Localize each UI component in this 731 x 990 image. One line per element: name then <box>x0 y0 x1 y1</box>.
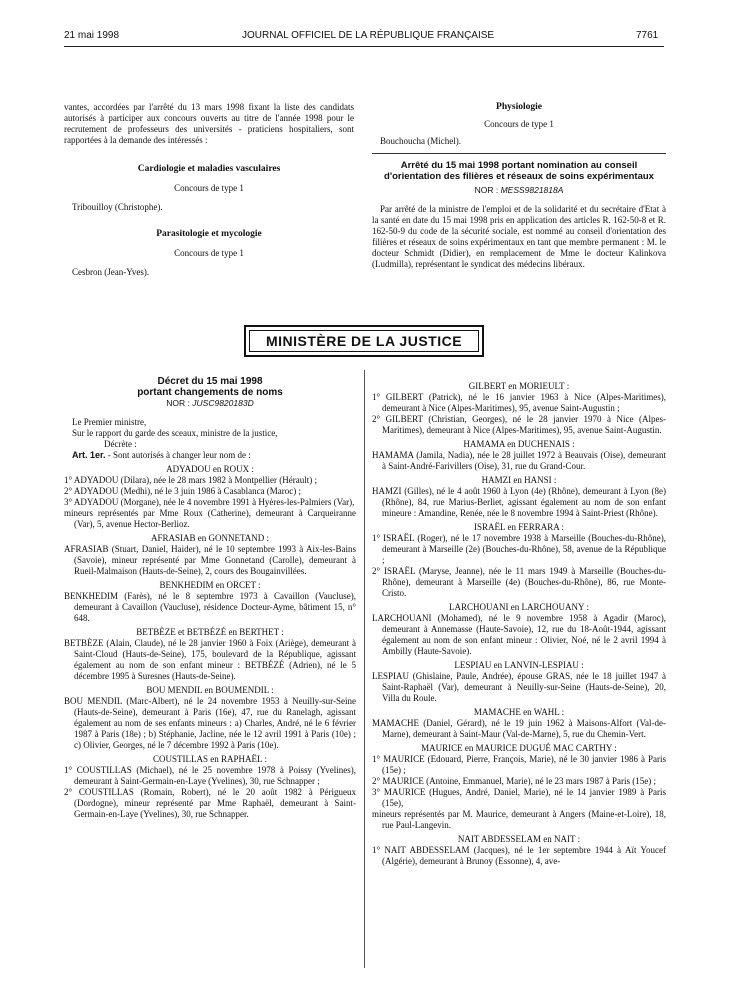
header-date: 21 mai 1998 <box>64 30 120 41</box>
section-heading: Physiologie <box>496 102 542 112</box>
name-change-entry: LARCHOUANI (Mohamed), né le 9 novembre 1958 à Agadir (Maroc), demeurant à Annemasse (Haute-Savoie), 12, rue du 18-Août-1944, agissant également au nom de son enfant mineur : Olivier, Noé, né le 2 avril 1994 à Ambilly (Haute-Savoie). <box>372 613 666 656</box>
section-heading: Parasitologie et mycologie <box>156 229 262 239</box>
name-change-entry: AFRASIAB (Stuart, Daniel, Haider), né le 10 septembre 1993 à Aix-les-Bains (Savoie), mineur représenté par Mme Gonnetand (Carolle), demeurant à Rueil-Malmaison (Hauts-de-Seine), 2, cours des Bougainvillées. <box>64 544 356 576</box>
name-change-heading: HAMAMA en DUCHENAIS : <box>463 439 575 449</box>
concours-label: Concours de type 1 <box>484 119 554 129</box>
concours-label: Concours de type 1 <box>174 183 244 193</box>
column-divider <box>364 370 365 968</box>
name-change-heading: MAMACHE en WAHL : <box>473 707 565 717</box>
name-change-entry: 1° MAURICE (Edouard, Pierre, François, Marie), né le 30 janvier 1986 à Paris (15e) ; <box>372 754 666 775</box>
name-change-entry: 1° ISRAËL (Roger), né le 17 novembre 1938 à Marseille (Bouches-du-Rhône), demeurant à Marseille (2e) (Bouches-du-Rhône), 58, avenue de la République ; <box>372 533 666 565</box>
decree-right-column <box>372 378 666 867</box>
name-change-entry: 3° MAURICE (Hugues, André, Daniel, Marie), né le 14 janvier 1989 à Paris (15e), <box>372 787 666 808</box>
decree-intro: Sur le rapport du garde des sceaux, ministre de la justice, <box>72 428 278 438</box>
name-change-heading: COUSTILLAS en RAPHAËL : <box>153 754 267 764</box>
name-change-entry: 2° COUSTILLAS (Romain, Robert), né le 20 août 1982 à Périgueux (Dordogne), mineur représenté par Mme Raphaël, demeurant à Saint-Germain-en-Laye (Yvelines), 30, rue Schnapper. <box>64 787 356 819</box>
name-change-list <box>64 464 356 820</box>
appointee-name: Bouchoucha (Michel). <box>380 136 461 146</box>
appointee-name: Tribouilloy (Christophe). <box>72 202 163 212</box>
name-change-entry: 2° ADYADOU (Medhi), né le 3 juin 1986 à Casablanca (Maroc) ; <box>64 486 302 496</box>
name-change-heading: NAIT ABDESSELAM en NAIT : <box>457 834 581 844</box>
name-change-heading: BOU MENDIL en BOUMENDIL : <box>146 685 274 695</box>
name-change-heading: ISRAËL en FERRARA : <box>474 522 564 532</box>
name-change-heading: HAMZI en HANSI : <box>481 475 557 485</box>
name-change-entry: 2° GILBERT (Christian, Georges), né le 28 janvier 1970 à Nice (Alpes-Maritimes), demeurant à Nice (Alpes-Maritimes), 95, avenue Saint-Augustin. <box>372 414 666 435</box>
decree-subtitle: portant changements de noms <box>137 387 283 398</box>
name-change-heading: GILBERT en MORIEULT : <box>468 381 570 391</box>
name-change-entry: BENKHEDIM (Farès), né le 8 septembre 1973 à Cavaillon (Vaucluse), demeurant à Cavaillon (Vaucluse), résidence Docteur-Ayme, bâtiment 15, n° 648. <box>64 591 356 623</box>
name-change-entry: 1° GILBERT (Patrick), né le 16 janvier 1963 à Nice (Alpes-Maritimes), demeurant à Nice (Alpes-Maritimes), 95, avenue Saint-Augustin ; <box>372 392 666 413</box>
name-change-heading: LESPIAU en LANVIN-LESPIAU : <box>454 660 584 670</box>
name-change-heading: MAURICE en MAURICE DUGUÉ MAC CARTHY : <box>421 743 617 753</box>
header-rule <box>64 46 664 47</box>
name-change-heading: BENKHEDIM en ORCET : <box>159 580 261 590</box>
name-change-heading: LARCHOUANI en LARCHOUANY : <box>449 602 589 612</box>
name-change-entry: mineurs représentés par M. Maurice, demeurant à Angers (Maine-et-Loire), 18, rue Paul-Langevin. <box>372 809 666 830</box>
top-left-column <box>64 102 354 278</box>
decree-title: Décret du 15 mai 1998 <box>157 376 263 387</box>
name-change-list <box>372 381 666 867</box>
section-heading: Cardiologie et maladies vasculaires <box>137 164 281 174</box>
arrete-body: Par arrêté de la ministre de l'emploi et de la solidarité et du secrétaire d'Etat à la santé en date du 15 mai 1998 pris en application des articles R. 162-50-8 et R. 162-50-9 du code de la sécurité sociale, est nommé au conseil d'orientation des filières et réseaux de soins expérimentaux en tant que membre permanent : M. le docteur Schmidt (Didier), en remplacement de Mme le docteur Kalinkova (Ludmilla), représentant le syndicat des médecins libéraux. <box>372 204 666 269</box>
top-right-column <box>372 102 666 270</box>
concours-label: Concours de type 1 <box>174 248 244 258</box>
decree-left-column <box>64 376 356 820</box>
decree-intro: Le Premier ministre, <box>72 417 147 427</box>
name-change-entry: BOU MENDIL (Marc-Albert), né le 24 novembre 1953 à Neuilly-sur-Seine (Hauts-de-Seine), demeurant à Paris (16e), 47, rue du Ranelagh, agissant également au nom de ses enfants mineurs : a) Charles, André, né le 6 février 1987 à Paris (18e) ; b) Stéphanie, Jacline, née le 12 avril 1991 à Paris (10e) ; c) Olivier, Georges, né le 7 décembre 1992 à Paris (10e). <box>64 696 356 750</box>
name-change-heading: ADYADOU en ROUX : <box>166 464 254 474</box>
name-change-entry: BETBÈZE (Alain, Claude), né le 28 janvier 1960 à Foix (Ariège), demeurant à Saint-Cloud (Hauts-de-Seine), 175, boulevard de la République, agissant également au nom de son enfant mineur : BETBÉZÉ (Adrien), né le 5 décembre 1995 à Suresnes (Hauts-de-Seine). <box>64 638 356 681</box>
name-change-entry: mineurs représentés par Mme Roux (Catherine), demeurant à Carqueiranne (Var), 5, avenue Hector-Berlioz. <box>64 508 356 529</box>
name-change-entry: MAMACHE (Daniel, Gérard), né le 19 juin 1962 à Maisons-Alfort (Val-de-Marne), demeurant à Saint-Maur (Val-de-Marne), 5, rue du Chemin-Vert. <box>372 718 666 739</box>
page-number: 7761 <box>636 30 659 41</box>
arrete-title: Arrêté du 15 mai 1998 portant nomination au conseil d'orientation des filières et réseaux de soins expérimentaux <box>384 160 654 182</box>
name-change-heading: AFRASIAB en GONNETAND : <box>150 533 270 543</box>
article-one: Art. 1er. - Sont autorisés à changer leur nom de : <box>72 450 251 460</box>
nor-reference: NOR : JUSC9820183D <box>166 398 254 408</box>
name-change-entry: 2° MAURICE (Antoine, Emmanuel, Marie), né le 23 mars 1987 à Paris (15e) ; <box>372 776 657 786</box>
name-change-entry: LESPIAU (Ghislaine, Paule, Andrée), épouse GRAS, née le 18 juillet 1947 à Saint-Raphaël (Var), demeurant à Neuilly-sur-Seine (Hauts-de-Seine), 20, Villa du Roule. <box>372 671 666 703</box>
header-title: JOURNAL OFFICIEL DE LA RÉPUBLIQUE FRANÇAISE <box>242 30 495 41</box>
appointee-name: Cesbron (Jean-Yves). <box>72 267 150 277</box>
name-change-entry: 1° ADYADOU (Dilara), née le 28 mars 1982 à Montpellier (Hérault) ; <box>64 475 318 485</box>
decree-decrete: Décrète : <box>104 439 137 449</box>
name-change-entry: 1° COUSTILLAS (Michael), né le 25 novembre 1978 à Poissy (Yvelines), demeurant à Saint-Germain-en-Laye (Yvelines), 30, rue Schnapper ; <box>64 765 356 786</box>
nor-reference: NOR : MESS9821818A <box>474 185 564 195</box>
name-change-entry: 3° ADYADOU (Morgane), née le 4 novembre 1991 à Hyères-les-Palmiers (Var), <box>64 497 355 507</box>
name-change-entry: HAMAMA (Jamila, Nadia), née le 28 juillet 1972 à Beauvais (Oise), demeurant à Saint-André-Farivillers (Oise), 31, rue du Grand-Cour. <box>372 450 666 471</box>
name-change-entry: HAMZI (Gilles), né le 4 août 1960 à Lyon (4e) (Rhône), demeurant à Lyon (8e) (Rhône), 84, rue Marius-Berliet, agissant également au nom de son enfant mineure : Amandine, Renée, née le 8 novembre 1994 à Saint-Priest (Rhône). <box>372 486 666 518</box>
ministry-heading: MINISTÈRE DE LA JUSTICE <box>244 325 484 357</box>
name-change-entry: 2° ISRAËL (Maryse, Jeanne), née le 11 mars 1949 à Marseille (Bouches-du-Rhône), demeurant à Marseille (4e) (Bouches-du-Rhône), 86, rue Monte-Cristo. <box>372 566 666 598</box>
name-change-entry: 1° NAIT ABDESSELAM (Jacques), né le 1er septembre 1944 à Aït Youcef (Algérie), demeurant à Brunoy (Essonne), 4, ave- <box>372 845 666 866</box>
name-change-heading: BETBÈZE et BETBÉZÉ en BERTHET : <box>136 627 284 637</box>
intro-paragraph: vantes, accordées par l'arrêté du 13 mars 1998 fixant la liste des candidats autorisés à participer aux concours ouverts au titre de l'année 1998 pour le recrutement de professeurs des universités - praticiens hospitaliers, sont rapportées à la demande des intéressés : <box>64 102 354 145</box>
